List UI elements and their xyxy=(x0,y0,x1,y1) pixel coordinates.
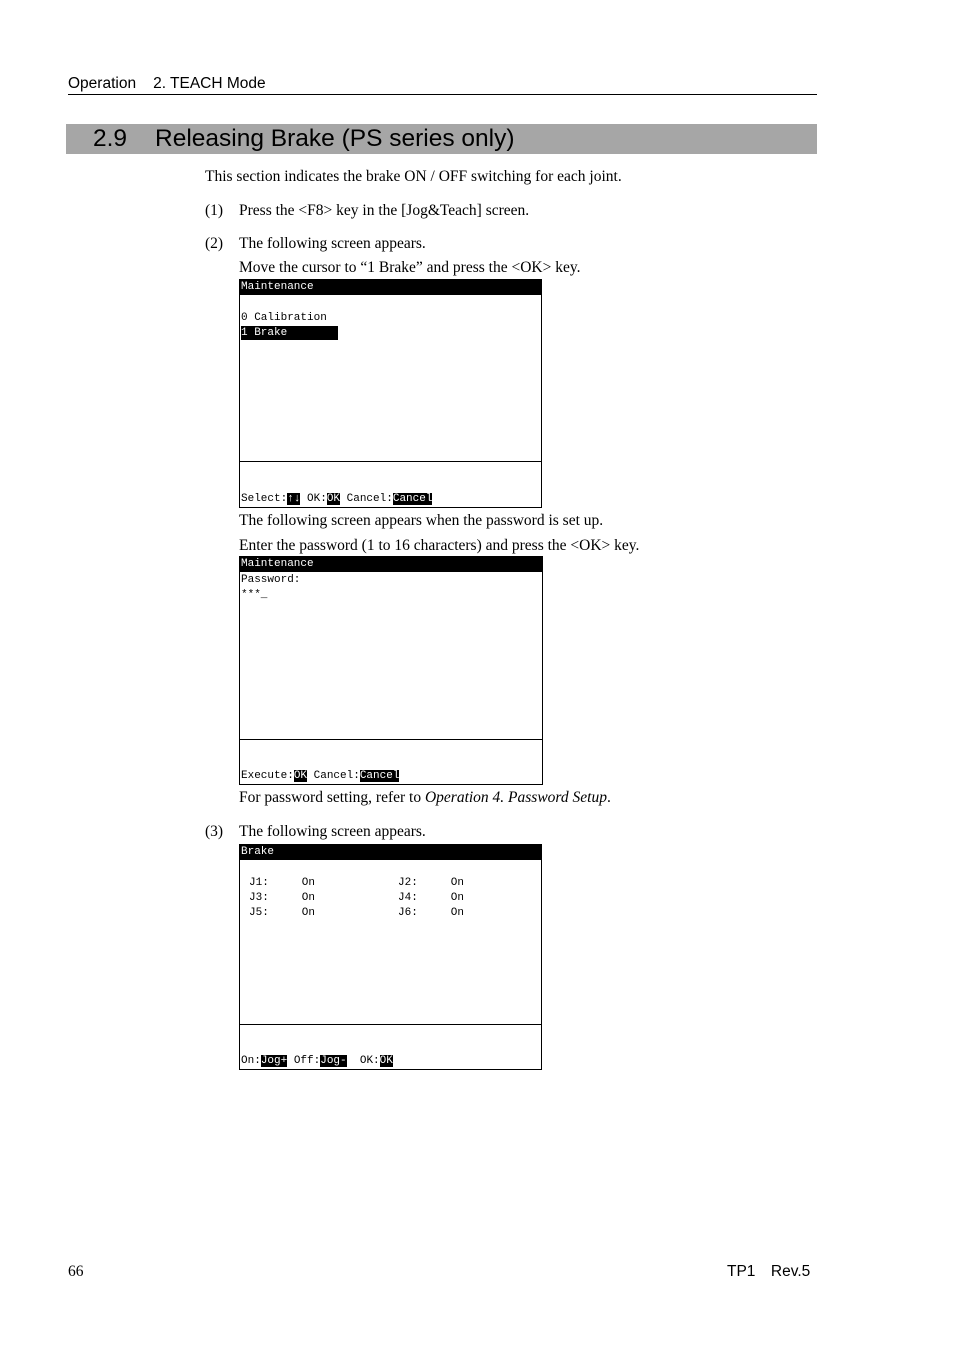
running-header xyxy=(68,75,817,95)
step-2-line-1: The following screen appears. xyxy=(239,235,426,252)
arrow-keys-icon: ↑↓ xyxy=(287,493,301,505)
ok-key: OK xyxy=(326,493,341,505)
cancel-label: Cancel: xyxy=(307,770,360,782)
screen1-title: Maintenance xyxy=(240,280,541,295)
section-title-bar xyxy=(66,124,817,154)
password-screen xyxy=(239,556,543,785)
password-reference xyxy=(239,789,611,807)
screen3-footer xyxy=(241,1054,393,1068)
password-ref-link: Operation 4. Password Setup xyxy=(424,789,607,806)
step-2-number: (2) xyxy=(205,235,224,252)
cancel-key: Cancel xyxy=(359,770,400,782)
brake-screen xyxy=(239,844,542,1070)
password-input[interactable]: ***_ xyxy=(241,589,268,601)
joint-j4[interactable]: J4: On xyxy=(398,892,465,904)
step-1-text: Press the <F8> key in the [Jog&Teach] screen. xyxy=(239,202,530,219)
ok-label: OK: xyxy=(300,493,327,505)
menu-item-calibration[interactable]: 0 Calibration xyxy=(241,312,327,324)
off-label: Off: xyxy=(287,1055,321,1067)
screen3-title: Brake xyxy=(240,845,541,860)
screen2-footer xyxy=(241,769,399,783)
screen2-divider xyxy=(240,739,542,740)
screen2-title: Maintenance xyxy=(240,557,542,572)
page-number: 66 xyxy=(68,1263,84,1280)
execute-label: Execute: xyxy=(241,770,294,782)
execute-ok-key: OK xyxy=(293,770,308,782)
jog-minus-key: Jog- xyxy=(320,1055,347,1067)
password-ref-prefix: For password setting, refer to xyxy=(239,789,425,806)
screen1-divider xyxy=(240,461,541,462)
header-chapter: 2. TEACH Mode xyxy=(153,75,266,92)
step-1-number: (1) xyxy=(205,202,224,219)
step-3-text: The following screen appears. xyxy=(239,823,426,840)
screen1-footer xyxy=(241,492,432,506)
cancel-label: Cancel: xyxy=(340,493,393,505)
ok-key: OK xyxy=(379,1055,393,1067)
header-section: Operation xyxy=(68,75,137,92)
joint-j2[interactable]: J2: On xyxy=(398,877,465,889)
screen3-divider xyxy=(240,1024,541,1025)
password-ref-suffix: . xyxy=(606,789,611,806)
on-label: On: xyxy=(241,1055,261,1067)
joint-j3[interactable]: J3: On xyxy=(249,892,316,904)
password-prompt: Password: xyxy=(241,574,301,586)
section-number: 2.9 xyxy=(93,125,128,152)
maintenance-menu-screen xyxy=(239,279,542,508)
password-note-1: The following screen appears when the password is set up. xyxy=(239,512,604,529)
section-title: Releasing Brake (PS series only) xyxy=(155,125,515,152)
select-label: Select: xyxy=(241,493,288,505)
joint-j6[interactable]: J6: On xyxy=(398,907,465,919)
step-2-line-2: Move the cursor to “1 Brake” and press the <OK> key. xyxy=(239,259,581,276)
cancel-key: Cancel xyxy=(392,493,433,505)
joint-j1[interactable]: J1: On xyxy=(249,877,316,889)
password-note-2: Enter the password (1 to 16 characters) and press the <OK> key. xyxy=(239,537,640,554)
menu-item-brake[interactable]: 1 Brake xyxy=(241,326,338,340)
document-id: TP1 Rev.5 xyxy=(727,1263,811,1280)
ok-label: OK: xyxy=(346,1055,380,1067)
joint-j5[interactable]: J5: On xyxy=(249,907,316,919)
jog-plus-key: Jog+ xyxy=(260,1055,288,1067)
intro-text: This section indicates the brake ON / OFF switching for each joint. xyxy=(205,168,622,185)
step-3-number: (3) xyxy=(205,823,224,840)
